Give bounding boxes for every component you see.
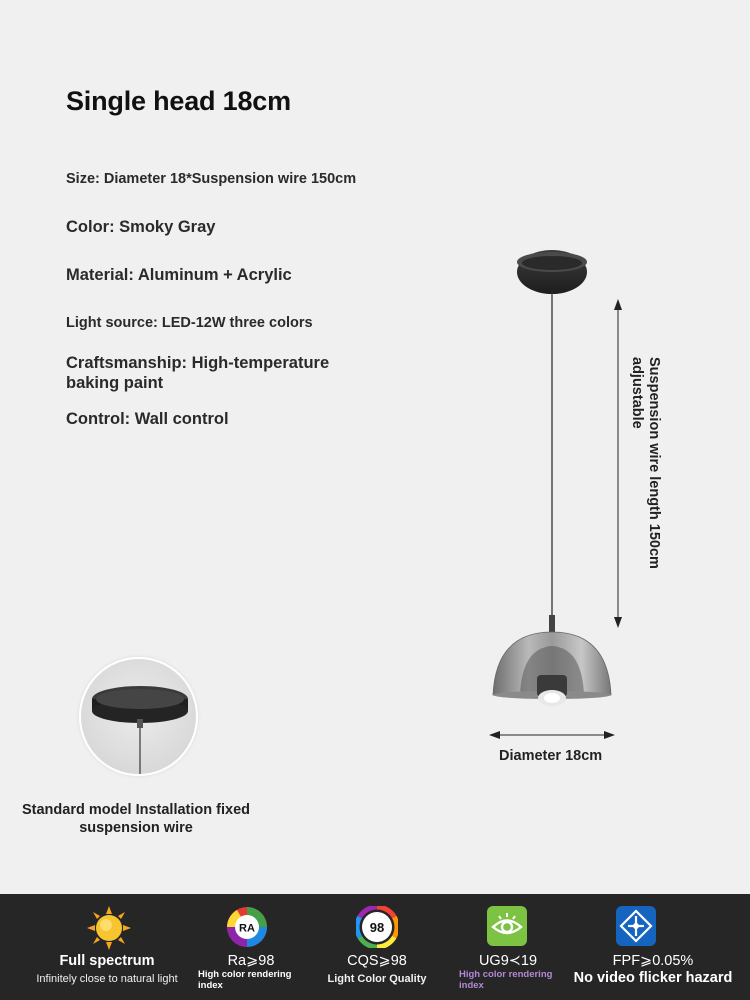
ra-color-wheel-icon [226, 906, 268, 948]
feature-ra-subtitle-line1: High color rendering [198, 969, 292, 980]
diameter-arrow [489, 731, 615, 739]
cqs-color-ring-icon [356, 906, 398, 948]
spec-craftsmanship-line2: baking paint [66, 374, 164, 392]
feature-fpf-title: FPF⩾0.05% [612, 953, 694, 969]
standard-model-caption [20, 801, 252, 837]
spec-control: Control: Wall control [66, 410, 229, 428]
feature-cqs-title: CQS⩾98 [347, 953, 407, 969]
spec-craftsmanship [66, 353, 356, 393]
spec-material: Material: Aluminum + Acrylic [66, 266, 292, 284]
spec-light-source: Light source: LED-12W three colors [66, 315, 313, 331]
standard-caption-line2: suspension wire [79, 820, 193, 836]
feature-ra-subtitle [198, 969, 291, 991]
canopy-closeup-icon [81, 659, 198, 776]
ceiling-canopy [517, 250, 587, 294]
page-title: Single head 18cm [66, 86, 291, 116]
sun-icon [87, 906, 131, 950]
spec-color: Color: Smoky Gray [66, 218, 216, 236]
feature-ugr [456, 894, 560, 1000]
spec-size: Size: Diameter 18*Suspension wire 150cm [66, 171, 357, 187]
feature-full-spectrum-title: Full spectrum [59, 953, 155, 969]
feature-full-spectrum-subtitle: Infinitely close to natural light [36, 973, 178, 985]
flicker-free-icon [616, 906, 656, 946]
lamp-shade [493, 632, 611, 706]
feature-fpf [568, 894, 738, 1000]
feature-ugr-title: UG9≺19 [478, 953, 538, 969]
diameter-label: Diameter 18cm [499, 748, 603, 764]
spec-craftsmanship-line1: Craftsmanship: High-temperature [66, 354, 330, 372]
eye-protection-icon [487, 906, 527, 946]
feature-cqs [322, 894, 432, 1000]
canopy-detail-image [79, 657, 198, 776]
ra-badge: RA [239, 922, 255, 935]
feature-ugr-subtitle-line1: High color rendering [459, 969, 553, 980]
feature-ugr-subtitle [459, 969, 552, 991]
feature-full-spectrum [30, 894, 184, 1000]
standard-caption-line1: Standard model Installation fixed [21, 802, 250, 818]
feature-ra-subtitle-line2: index [198, 980, 223, 991]
suspension-length-line2: adjustable [629, 357, 645, 429]
feature-ra [196, 894, 306, 1000]
feature-cqs-subtitle: Light Color Quality [327, 973, 427, 985]
feature-ra-title: Ra⩾98 [227, 953, 275, 969]
feature-fpf-subtitle: No video flicker hazard [573, 970, 733, 986]
cqs-badge: 98 [369, 920, 385, 935]
feature-bar [0, 894, 750, 1000]
suspension-length-arrow [614, 299, 622, 628]
suspension-length-label [628, 357, 662, 577]
feature-ugr-subtitle-line2: index [459, 980, 484, 991]
suspension-length-line1: Suspension wire length 150cm [646, 357, 662, 569]
